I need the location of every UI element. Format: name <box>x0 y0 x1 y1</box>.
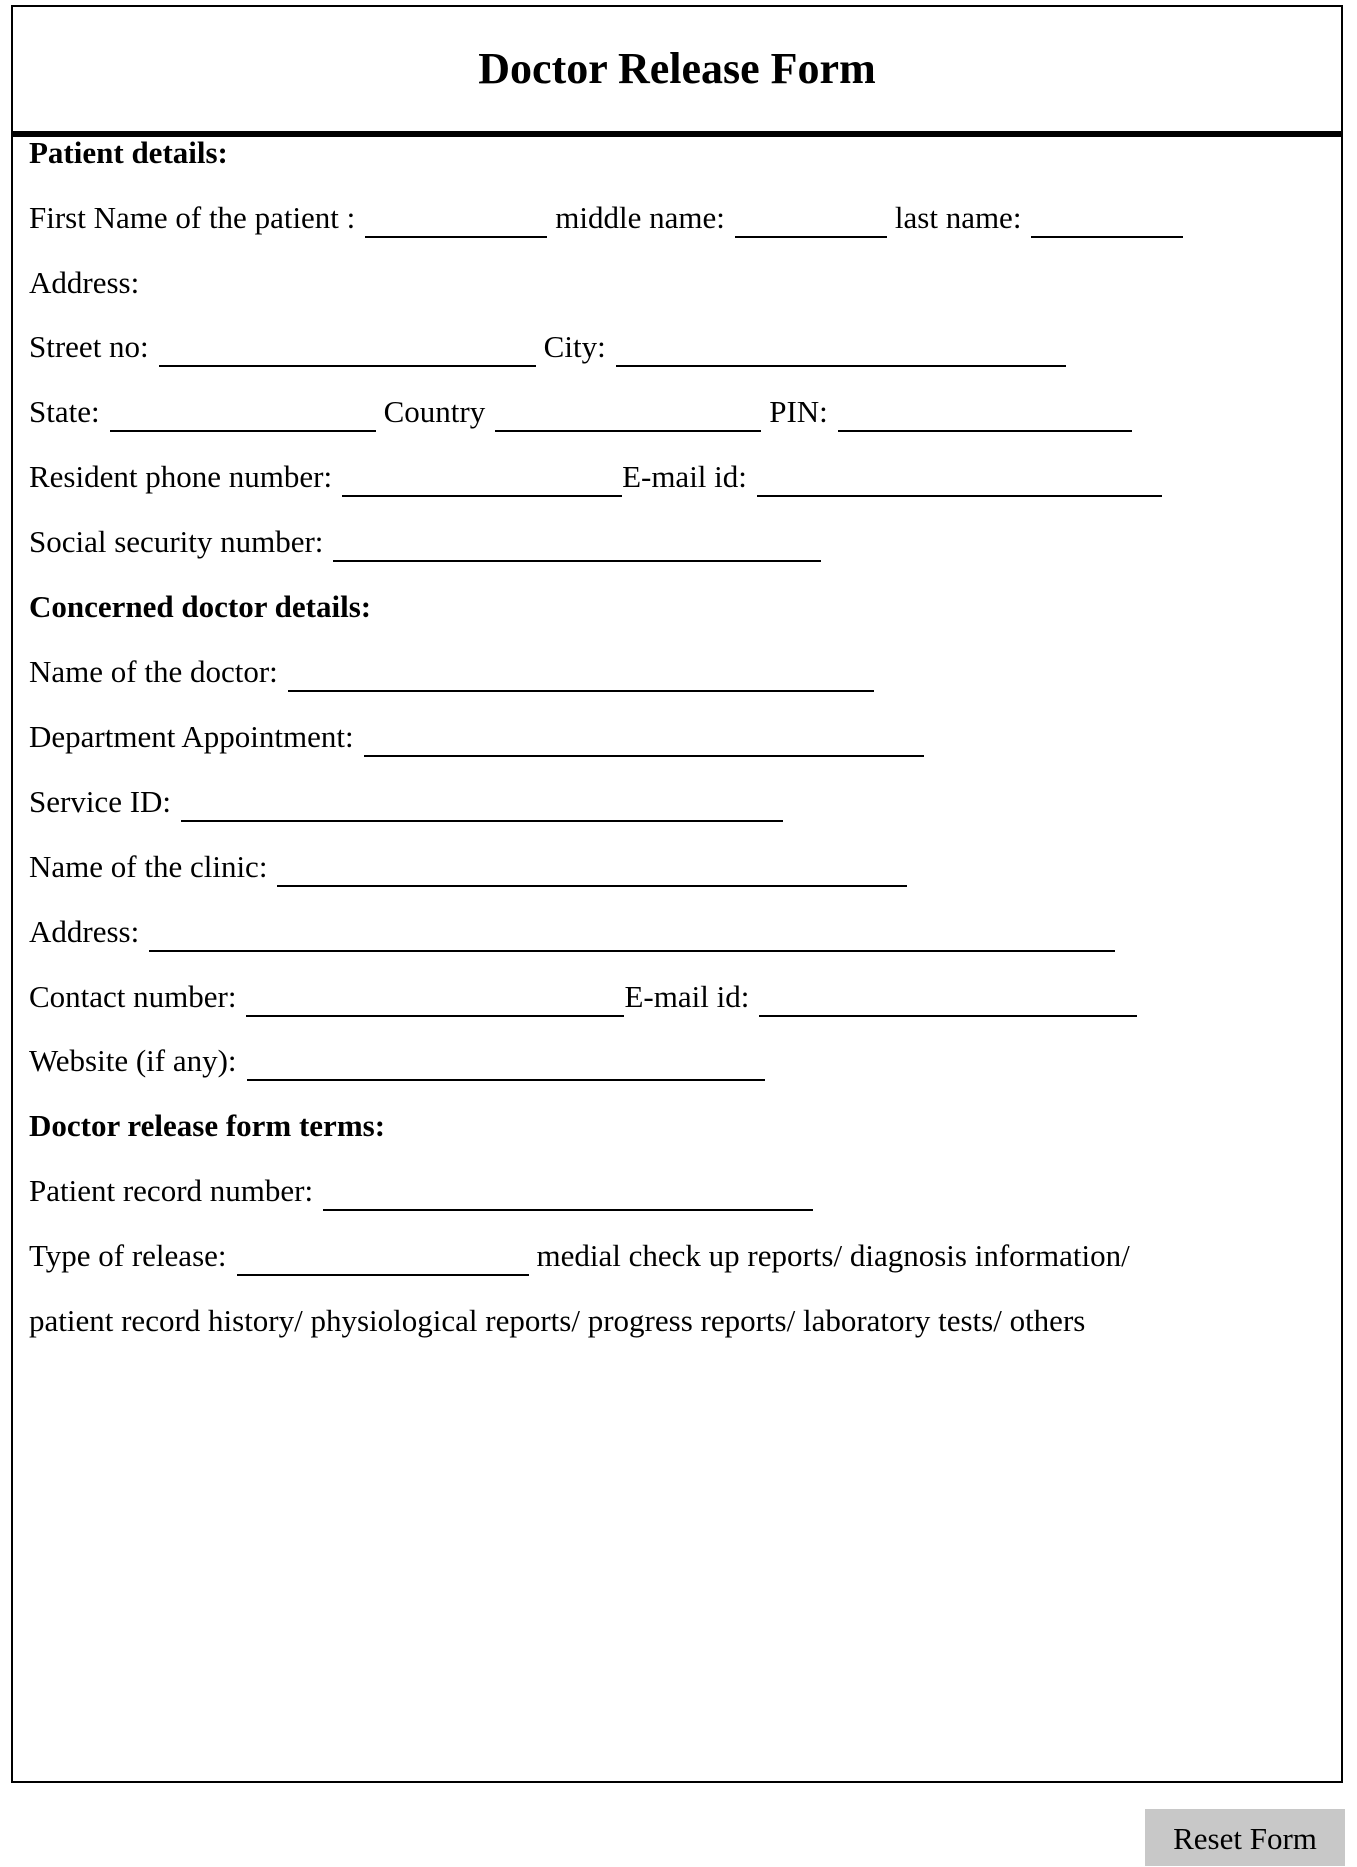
clinic-address-field[interactable] <box>149 916 1115 952</box>
last-name-label: last name: <box>894 200 1022 235</box>
clinic-address-label: Address: <box>29 914 140 949</box>
street-field[interactable] <box>159 331 536 367</box>
patient-section-heading: Patient details: <box>29 135 228 170</box>
street-label: Street no: <box>29 329 149 364</box>
release-type-label: Type of release: <box>29 1238 227 1273</box>
website-field[interactable] <box>247 1045 765 1081</box>
service-id-row <box>29 782 1325 828</box>
patient-name-row <box>29 198 1325 244</box>
title-bar <box>13 7 1341 137</box>
department-label: Department Appointment: <box>29 719 354 754</box>
state-label: State: <box>29 394 100 429</box>
first-name-label: First Name of the patient : <box>29 200 356 235</box>
patient-address-label: Address: <box>29 265 140 300</box>
terms-section-heading: Doctor release form terms: <box>29 1108 386 1143</box>
patient-email-field[interactable] <box>757 461 1162 497</box>
street-city-row <box>29 327 1325 373</box>
doctor-email-field[interactable] <box>759 981 1137 1017</box>
doctor-email-label: E-mail id: <box>624 979 750 1014</box>
patient-address-row <box>29 263 1325 309</box>
form-title: Doctor Release Form <box>478 44 876 93</box>
release-options-line1: medial check up reports/ diagnosis information/ <box>536 1238 1130 1273</box>
clinic-name-row <box>29 847 1325 893</box>
clinic-address-row <box>29 912 1325 958</box>
resident-phone-label: Resident phone number: <box>29 459 333 494</box>
pin-label: PIN: <box>769 394 828 429</box>
doctor-name-field[interactable] <box>288 656 874 692</box>
doctor-section-row <box>29 587 1325 633</box>
city-field[interactable] <box>616 331 1066 367</box>
release-options-line2: patient record history/ physiological reports/ progress reports/ laboratory tests/ others <box>29 1303 1086 1338</box>
clinic-name-label: Name of the clinic: <box>29 849 268 884</box>
record-number-label: Patient record number: <box>29 1173 314 1208</box>
country-label: Country <box>383 394 486 429</box>
pin-field[interactable] <box>838 396 1132 432</box>
website-row <box>29 1041 1325 1087</box>
phone-email-row <box>29 457 1325 503</box>
release-type-row <box>29 1236 1325 1282</box>
ssn-field[interactable] <box>333 526 821 562</box>
reset-form-button[interactable]: Reset Form <box>1145 1809 1345 1866</box>
terms-section-row <box>29 1106 1325 1152</box>
resident-phone-field[interactable] <box>342 461 622 497</box>
clinic-name-field[interactable] <box>277 851 907 887</box>
city-label: City: <box>543 329 606 364</box>
first-name-field[interactable] <box>365 202 547 238</box>
release-options-row <box>29 1301 1325 1347</box>
middle-name-field[interactable] <box>735 202 887 238</box>
service-id-field[interactable] <box>181 786 783 822</box>
patient-email-label: E-mail id: <box>622 459 747 494</box>
doctor-name-label: Name of the doctor: <box>29 654 278 689</box>
record-number-row <box>29 1171 1325 1217</box>
department-field[interactable] <box>364 721 924 757</box>
state-field[interactable] <box>110 396 376 432</box>
ssn-label: Social security number: <box>29 524 324 559</box>
ssn-row <box>29 522 1325 568</box>
website-label: Website (if any): <box>29 1043 237 1078</box>
contact-email-row <box>29 977 1325 1023</box>
state-country-pin-row <box>29 392 1325 438</box>
form-frame <box>11 5 1343 1783</box>
doctor-section-heading: Concerned doctor details: <box>29 589 372 624</box>
doctor-name-row <box>29 652 1325 698</box>
record-number-field[interactable] <box>323 1175 813 1211</box>
contact-number-label: Contact number: <box>29 979 237 1014</box>
department-row <box>29 717 1325 763</box>
country-field[interactable] <box>495 396 761 432</box>
contact-number-field[interactable] <box>246 981 624 1017</box>
patient-section-row <box>29 133 1325 179</box>
last-name-field[interactable] <box>1031 202 1183 238</box>
service-id-label: Service ID: <box>29 784 172 819</box>
middle-name-label: middle name: <box>555 200 725 235</box>
release-type-field[interactable] <box>237 1240 529 1276</box>
